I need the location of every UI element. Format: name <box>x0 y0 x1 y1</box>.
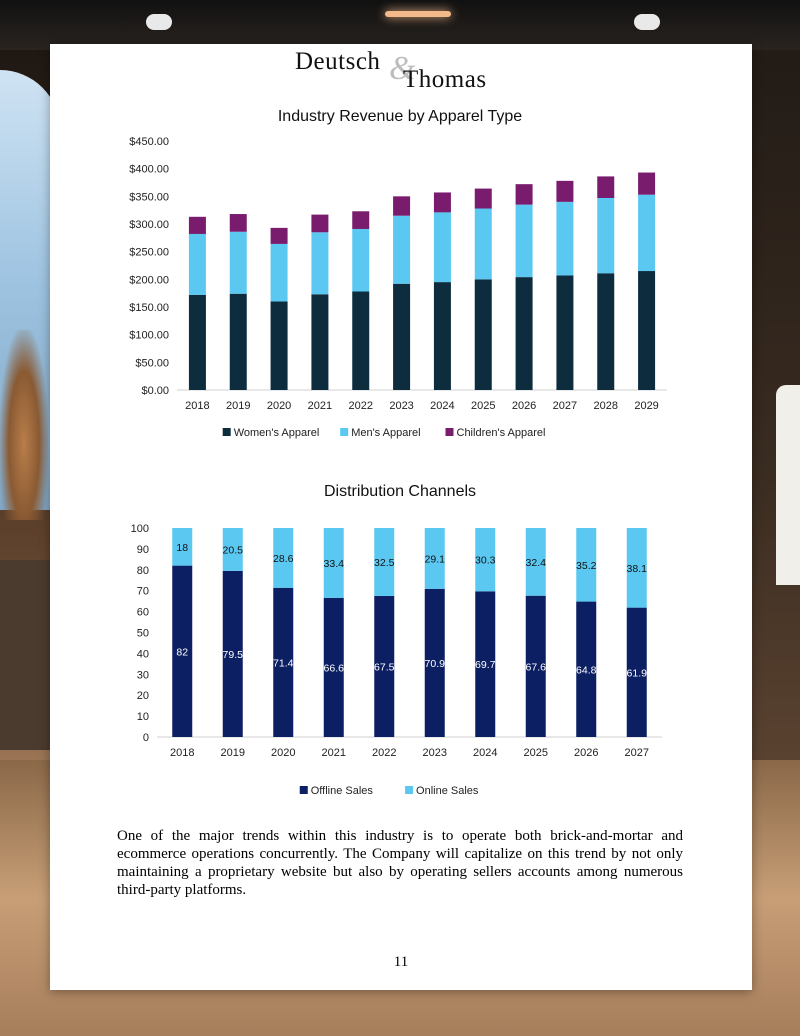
revenue-legend-label: Children's Apparel <box>456 427 546 439</box>
revenue-bar-women-s-apparel <box>638 271 655 390</box>
revenue-x-tick-label: 2026 <box>511 400 537 412</box>
revenue-bar-women-s-apparel <box>516 277 533 390</box>
channels-data-label: 35.2 <box>576 559 597 572</box>
channels-data-label: 28.6 <box>273 552 294 565</box>
channels-y-tick-label: 20 <box>136 690 149 703</box>
revenue-bar-men-s-apparel <box>352 229 369 292</box>
revenue-legend-swatch <box>340 428 348 436</box>
channels-x-tick-label: 2022 <box>372 747 397 759</box>
revenue-bar-women-s-apparel <box>352 292 369 390</box>
channels-legend-label: Offline Sales <box>310 785 373 797</box>
background-ceiling <box>0 0 800 50</box>
revenue-y-tick-label: $350.00 <box>129 191 169 204</box>
channels-data-label: 61.9 <box>626 667 647 680</box>
logo-ampersand: & <box>389 50 416 87</box>
revenue-bar-women-s-apparel <box>475 279 492 390</box>
revenue-x-tick-label: 2028 <box>593 400 618 412</box>
revenue-bar-children-s-apparel <box>475 189 492 209</box>
revenue-x-tick-label: 2019 <box>226 400 251 412</box>
channels-data-label: 32.4 <box>525 556 546 569</box>
revenue-y-tick-label: $0.00 <box>141 385 169 397</box>
revenue-y-tick-label: $200.00 <box>129 274 169 287</box>
channels-legend-swatch <box>405 786 413 794</box>
channels-data-label: 33.4 <box>323 557 344 570</box>
revenue-bar-men-s-apparel <box>434 212 451 282</box>
revenue-bar-men-s-apparel <box>393 216 410 284</box>
revenue-x-tick-label: 2029 <box>634 400 659 412</box>
channels-x-tick-label: 2027 <box>624 747 649 759</box>
revenue-bar-men-s-apparel <box>230 232 247 294</box>
spotlight-right <box>634 14 660 30</box>
revenue-legend-label: Women's Apparel <box>233 427 320 439</box>
channels-y-tick-label: 90 <box>136 543 149 556</box>
revenue-y-tick-label: $250.00 <box>129 246 169 259</box>
revenue-bar-men-s-apparel <box>189 234 206 295</box>
document-page <box>50 44 752 990</box>
background-garment <box>776 385 800 585</box>
spotlight-left <box>146 14 172 30</box>
body-paragraph: One of the major trends within this industry is to operate both brick-and-mortar and ecommerce operations concurrently. The Company will capitalize on this trend by not only maintaining a proprietary website but also by operating sellers accounts among numerous third-party platforms. <box>117 828 683 898</box>
channels-x-tick-label: 2018 <box>170 747 195 759</box>
channels-y-tick-label: 10 <box>136 711 149 724</box>
channels-x-tick-label: 2021 <box>321 747 346 759</box>
revenue-bar-children-s-apparel <box>434 192 451 212</box>
revenue-bar-women-s-apparel <box>597 273 614 390</box>
channels-y-tick-label: 50 <box>136 627 149 640</box>
logo-text-thomas: Thomas <box>403 66 487 93</box>
revenue-bar-children-s-apparel <box>189 217 206 234</box>
revenue-bar-children-s-apparel <box>393 196 410 215</box>
channels-y-tick-label: 80 <box>136 564 149 577</box>
revenue-x-tick-label: 2022 <box>348 400 373 412</box>
channels-x-tick-label: 2026 <box>574 747 599 759</box>
channels-x-tick-label: 2023 <box>422 747 447 759</box>
channels-data-label: 32.5 <box>374 556 395 569</box>
channels-y-tick-label: 40 <box>136 648 149 661</box>
background-sofa <box>0 560 52 750</box>
logo-text-deutsch: Deutsch <box>295 48 381 75</box>
ceiling-light <box>385 11 451 17</box>
channels-x-tick-label: 2019 <box>220 747 245 759</box>
revenue-x-tick-label: 2020 <box>266 400 292 412</box>
revenue-chart <box>50 44 752 454</box>
revenue-x-tick-label: 2025 <box>471 400 496 412</box>
revenue-bar-children-s-apparel <box>311 215 328 233</box>
revenue-bar-children-s-apparel <box>230 214 247 232</box>
channels-data-label: 67.5 <box>374 661 395 674</box>
revenue-bar-men-s-apparel <box>475 209 492 280</box>
revenue-y-tick-label: $150.00 <box>129 302 169 314</box>
channels-data-label: 71.4 <box>273 657 294 670</box>
channels-chart <box>50 474 752 834</box>
revenue-y-tick-label: $100.00 <box>129 329 169 342</box>
revenue-legend-swatch <box>446 428 454 436</box>
channels-x-tick-label: 2020 <box>271 747 296 759</box>
revenue-legend-label: Men's Apparel <box>351 427 421 439</box>
revenue-x-tick-label: 2018 <box>185 400 210 412</box>
channels-data-label: 79.5 <box>222 648 243 661</box>
channels-data-label: 67.6 <box>525 661 546 674</box>
channels-x-tick-label: 2024 <box>473 747 498 759</box>
revenue-bar-men-s-apparel <box>271 244 288 302</box>
revenue-bar-women-s-apparel <box>189 295 206 390</box>
channels-legend-label: Online Sales <box>416 785 479 797</box>
background-plant <box>0 330 48 520</box>
revenue-x-tick-label: 2024 <box>430 400 455 412</box>
revenue-bar-women-s-apparel <box>230 294 247 390</box>
revenue-bar-men-s-apparel <box>638 195 655 271</box>
channels-data-label: 70.9 <box>424 657 445 670</box>
revenue-bar-men-s-apparel <box>516 205 533 277</box>
channels-chart-title: Distribution Channels <box>323 483 477 500</box>
channels-legend-swatch <box>300 786 308 794</box>
revenue-bar-children-s-apparel <box>556 181 573 202</box>
revenue-bar-women-s-apparel <box>311 294 328 390</box>
channels-data-label: 69.7 <box>475 659 496 672</box>
revenue-y-tick-label: $300.00 <box>129 219 169 231</box>
revenue-bar-children-s-apparel <box>271 228 288 244</box>
revenue-x-tick-label: 2023 <box>389 400 414 412</box>
channels-data-label: 64.8 <box>576 664 597 677</box>
revenue-y-tick-label: $50.00 <box>135 357 169 370</box>
revenue-bar-children-s-apparel <box>638 173 655 195</box>
channels-y-tick-label: 30 <box>136 669 149 682</box>
channels-x-tick-label: 2025 <box>523 747 548 759</box>
revenue-x-tick-label: 2021 <box>307 400 333 412</box>
revenue-bar-women-s-apparel <box>556 275 573 390</box>
revenue-legend-swatch <box>223 428 231 436</box>
revenue-bar-women-s-apparel <box>393 284 410 390</box>
revenue-bar-children-s-apparel <box>352 211 369 229</box>
revenue-bar-children-s-apparel <box>597 176 614 198</box>
revenue-bar-men-s-apparel <box>311 232 328 294</box>
channels-data-label: 30.3 <box>475 554 496 567</box>
revenue-bar-women-s-apparel <box>271 301 288 390</box>
channels-data-label: 82 <box>176 646 189 659</box>
channels-y-tick-label: 70 <box>136 585 149 598</box>
page-number: 11 <box>393 954 409 970</box>
revenue-x-tick-label: 2027 <box>552 400 578 412</box>
channels-data-label: 66.6 <box>323 662 344 675</box>
revenue-bar-children-s-apparel <box>516 184 533 204</box>
revenue-bar-men-s-apparel <box>556 202 573 276</box>
revenue-y-tick-label: $450.00 <box>129 136 169 148</box>
revenue-chart-title: Industry Revenue by Apparel Type <box>277 108 523 125</box>
channels-y-tick-label: 0 <box>142 732 149 744</box>
revenue-y-tick-label: $400.00 <box>129 163 169 176</box>
revenue-bar-men-s-apparel <box>597 198 614 273</box>
channels-y-tick-label: 60 <box>136 606 149 619</box>
channels-data-label: 20.5 <box>222 544 243 557</box>
revenue-bar-women-s-apparel <box>434 282 451 390</box>
channels-data-label: 38.1 <box>626 562 647 575</box>
channels-data-label: 29.1 <box>424 553 445 566</box>
channels-data-label: 18 <box>176 541 189 554</box>
channels-y-tick-label: 100 <box>130 523 149 535</box>
